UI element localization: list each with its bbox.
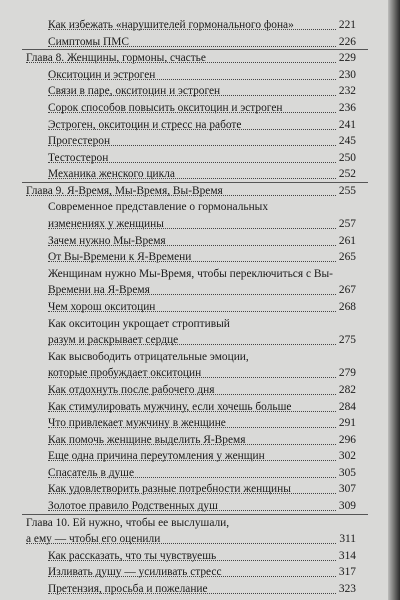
toc-entry-title: Спасатель в душе <box>48 467 135 479</box>
toc-entry-title: Глава 10. Ей нужно, чтобы ее выслушали, <box>26 517 230 529</box>
toc-entry-title: Как избежать «нарушителей гормонального фона» <box>48 19 294 31</box>
dot-leader <box>48 460 354 461</box>
toc-entry-title: Как высвободить отрицательные эмоции, <box>48 351 249 363</box>
toc-entry-page: 314 <box>338 550 356 562</box>
dot-leader <box>48 112 354 113</box>
toc-entry-title: Что привлекает мужчину в женщине <box>48 417 226 429</box>
toc-entry-page: 232 <box>338 85 356 97</box>
toc-entry-title: Зачем нужно Мы-Время <box>48 235 166 247</box>
toc-entry-title: изменениях у женщины <box>48 218 164 230</box>
toc-entry-title: Окситоцин и эстроген <box>48 69 156 81</box>
toc-entry-page: 311 <box>339 533 356 545</box>
dot-leader <box>26 195 354 196</box>
toc-entry-page: 230 <box>338 69 356 81</box>
toc-entry-title: Тестостерон <box>48 152 109 164</box>
toc-entry-title: Как удовлетворить разные потребности женщины <box>48 483 291 495</box>
toc-entry-page: 279 <box>338 367 356 379</box>
toc-entry-page: 265 <box>338 251 356 263</box>
toc-entry-title: Времени на Я-Время <box>48 284 150 296</box>
toc-entry-title: Как рассказать, что ты чувствуешь <box>48 550 217 562</box>
toc-entry <box>0 18 400 36</box>
toc-entry <box>0 383 400 401</box>
toc-entry-page: 250 <box>338 152 356 164</box>
toc-entry <box>0 101 400 119</box>
toc-entry <box>0 167 400 185</box>
dot-leader <box>48 245 354 246</box>
dot-leader <box>48 377 354 378</box>
dot-leader <box>48 129 354 130</box>
toc-entry-page: 268 <box>338 301 356 313</box>
toc-entry-page: 226 <box>338 36 356 48</box>
toc-entry-title: Как стимулировать мужчину, если хочешь больше <box>48 401 292 413</box>
toc-entry-title: Современное представление о гормональных <box>48 201 269 213</box>
dot-leader <box>48 394 354 395</box>
dot-leader <box>48 411 354 412</box>
toc-entry-title: Симптомы ПМС <box>48 36 129 48</box>
toc-entry-title: Изливать душу — усиливать стресс <box>48 566 222 578</box>
toc-entry <box>0 565 400 583</box>
toc-entry <box>0 482 400 500</box>
toc-entry <box>0 134 400 152</box>
dot-leader <box>48 29 354 30</box>
dot-leader <box>48 46 354 47</box>
dot-leader <box>26 62 354 63</box>
dot-leader <box>48 79 354 80</box>
toc-entry-title: Прогестерон <box>48 135 111 147</box>
dot-leader <box>48 560 354 561</box>
toc-entry <box>0 582 400 600</box>
toc-entry-page: 245 <box>338 135 356 147</box>
toc-entry-title: От Вы-Времени к Я-Времени <box>48 251 192 263</box>
toc-entry-page: 307 <box>338 483 356 495</box>
dot-leader <box>48 228 354 229</box>
dot-leader <box>48 593 354 594</box>
toc-entry-page: 267 <box>338 284 356 296</box>
toc-entry-page: 296 <box>338 434 356 446</box>
dot-leader <box>48 344 354 345</box>
toc-entry-title: которые пробуждает окситоцин <box>48 367 202 379</box>
toc-entry <box>0 283 400 301</box>
toc-entry-title: Золотое правило Родственных душ <box>48 500 218 512</box>
toc-entry <box>0 416 400 434</box>
toc-entry-page: 252 <box>338 168 356 180</box>
toc-entry-page: 241 <box>338 119 356 131</box>
toc-entry-page: 309 <box>338 500 356 512</box>
toc-entry-page: 275 <box>338 334 356 346</box>
dot-leader <box>48 95 354 96</box>
dot-leader <box>48 261 354 262</box>
toc-entry <box>0 499 400 517</box>
toc-entry-page: 236 <box>338 102 356 114</box>
toc-entry-title: Женщинам нужно Мы-Время, чтобы переключиться с Вы- <box>48 268 333 280</box>
toc-entry-page: 229 <box>338 52 356 64</box>
toc-entry-title: Эстроген, окситоцин и стресс на работе <box>48 119 242 131</box>
dot-leader <box>48 510 354 511</box>
toc-entry <box>0 84 400 102</box>
toc-entry-title: разум и раскрывает сердце <box>48 334 179 346</box>
toc-entry <box>0 333 400 351</box>
chapter-heading <box>0 532 400 550</box>
toc-entry-page: 323 <box>338 583 356 595</box>
toc-entry <box>0 449 400 467</box>
toc-entry-title: Претензия, просьба и пожелание <box>48 583 208 595</box>
toc-entry <box>0 217 400 235</box>
toc-entry-page: 284 <box>338 401 356 413</box>
toc-entry-page: 221 <box>338 19 356 31</box>
toc-entry-title: Сорок способов повысить окситоцин и эстроген <box>48 102 283 114</box>
toc-entry-title: Как окситоцин укрощает строптивый <box>48 318 230 330</box>
chapter-heading <box>0 51 400 69</box>
dot-leader <box>48 477 354 478</box>
toc-entry-title: Как помочь женщине выделить Я-Время <box>48 434 246 446</box>
toc-entry-title: Еще одна причина переутомления у женщин <box>48 450 265 462</box>
dot-leader <box>48 493 354 494</box>
toc-entry-page: 291 <box>338 417 356 429</box>
toc-entry-page: 255 <box>338 185 356 197</box>
toc-entry-title: Чем хорош окситоцин <box>48 301 156 313</box>
dot-leader <box>48 311 354 312</box>
toc-entry <box>0 250 400 268</box>
dot-leader <box>48 427 354 428</box>
toc-entry-page: 257 <box>338 218 356 230</box>
toc-entry-title: Механика женского цикла <box>48 168 175 180</box>
toc-entry-page: 305 <box>338 467 356 479</box>
toc-entry-title: Глава 8. Женщины, гормоны, счастье <box>26 52 206 64</box>
dot-leader <box>26 543 354 544</box>
toc-entry <box>0 300 400 318</box>
toc-entry-title: Связи в паре, окситоцин и эстроген <box>48 85 221 97</box>
dot-leader <box>48 576 354 577</box>
toc-entry-page: 302 <box>338 450 356 462</box>
toc-entry <box>0 366 400 384</box>
toc-entry-page: 282 <box>338 384 356 396</box>
dot-leader <box>48 294 354 295</box>
toc-entry-title: Как отдохнуть после рабочего дня <box>48 384 215 396</box>
dot-leader <box>48 145 354 146</box>
toc-entry-page: 261 <box>338 235 356 247</box>
toc-entry <box>0 200 400 218</box>
dot-leader <box>48 444 354 445</box>
dot-leader <box>48 178 354 179</box>
toc-entry-title: а ему — чтобы его оценили <box>26 533 161 545</box>
dot-leader <box>48 162 354 163</box>
toc-entry-page: 317 <box>338 566 356 578</box>
toc-entry-title: Глава 9. Я-Время, Мы-Время, Вы-Время <box>26 185 223 197</box>
